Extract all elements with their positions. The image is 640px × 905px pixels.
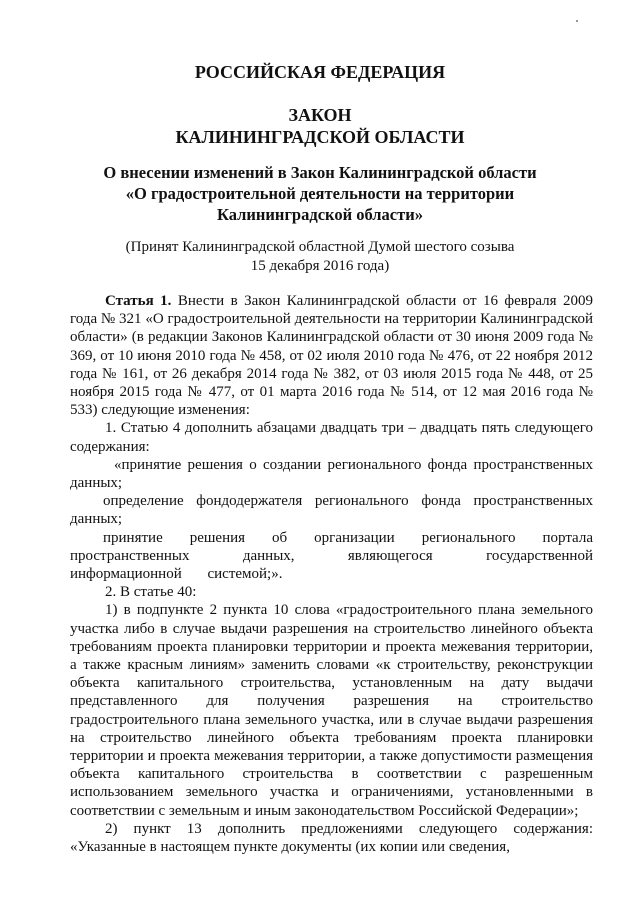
article-intro xyxy=(70,292,593,419)
article-intro-text: Внести в Закон Калининградской области от 16 февраля 2009 года № 321 «О градостроительной деятельности на территории Калининградской области» (в редакции Законов Калининградской области от 30 июня 2009 года № 369, от 10 июня 2010 года № 458, от 02 июля 2010 года № 476, от 22 ноября 2012 года № 161, от 26 декабря 2014 года № 382, от 03 июля 2015 года № 448, от 25 ноября 2015 года № 477, от 01 марта 2016 года № 514, от 12 мая 2016 года № 533) следующие изменения: xyxy=(70,293,594,419)
quoted-paragraph: «принятие решения о создании регионального фонда пространственных данных; xyxy=(70,456,593,492)
law-body xyxy=(70,292,593,856)
country-heading: РОССИЙСКАЯ ФЕДЕРАЦИЯ xyxy=(194,62,446,82)
scan-speck xyxy=(576,20,578,22)
law-heading xyxy=(0,104,640,148)
article-label: Статья 1. xyxy=(105,293,172,309)
adoption-note xyxy=(0,238,640,276)
paragraph: 2) пункт 13 дополнить предложениями следующего содержания: «Указанные в настоящем пункте документы (их копии или сведения, xyxy=(70,820,593,856)
adoption-line: (Принят Калининградской областной Думой шестого созыва xyxy=(125,239,515,255)
paragraph: 1. Статью 4 дополнить абзацами двадцать три – двадцать пять следующего содержания: xyxy=(70,420,593,455)
law-title-line: «О градостроительной деятельности на территории xyxy=(125,184,515,203)
paragraph: 2. В статье 40: xyxy=(105,584,197,601)
region-name: КАЛИНИНГРАДСКОЙ ОБЛАСТИ xyxy=(175,127,465,147)
adoption-line: 15 декабря 2016 года) xyxy=(250,258,390,274)
doc-type: ЗАКОН xyxy=(288,105,352,125)
paragraph: 1) в подпункте 2 пункта 10 слова «градостроительного плана земельного участка либо в случае выдачи разрешения на строительство линейного объекта требованиям проекта планировки территории и проекта межевания территории, а также красным линиям» заменить словами «к строительству, реконструкции объекта капитального строительства, установленным на дату выдачи представленного для получения разрешения на строительство градостроительного плана земельного участка, или в случае выдачи разрешения на строительство линейного объекта требованиям проекта планировки территории и проекта межевания территории, а также допустимости размещения объекта капитального строительства в соответствии с разрешенным использованием земельного участка и ограничениями, установленными в соответствии с земельным и иным законодательством Российской Федерации»; xyxy=(70,602,593,819)
law-title-line: Калининградской области» xyxy=(217,205,423,224)
quoted-paragraph: определение фондодержателя регионального фонда пространственных данных; xyxy=(70,493,593,528)
law-title-line: О внесении изменений в Закон Калининградской области xyxy=(103,163,537,182)
quoted-paragraph: принятие решения об организации регионального портала пространственных данных, являющегося государственной информационной системой;». xyxy=(70,529,593,583)
law-title xyxy=(0,162,640,225)
